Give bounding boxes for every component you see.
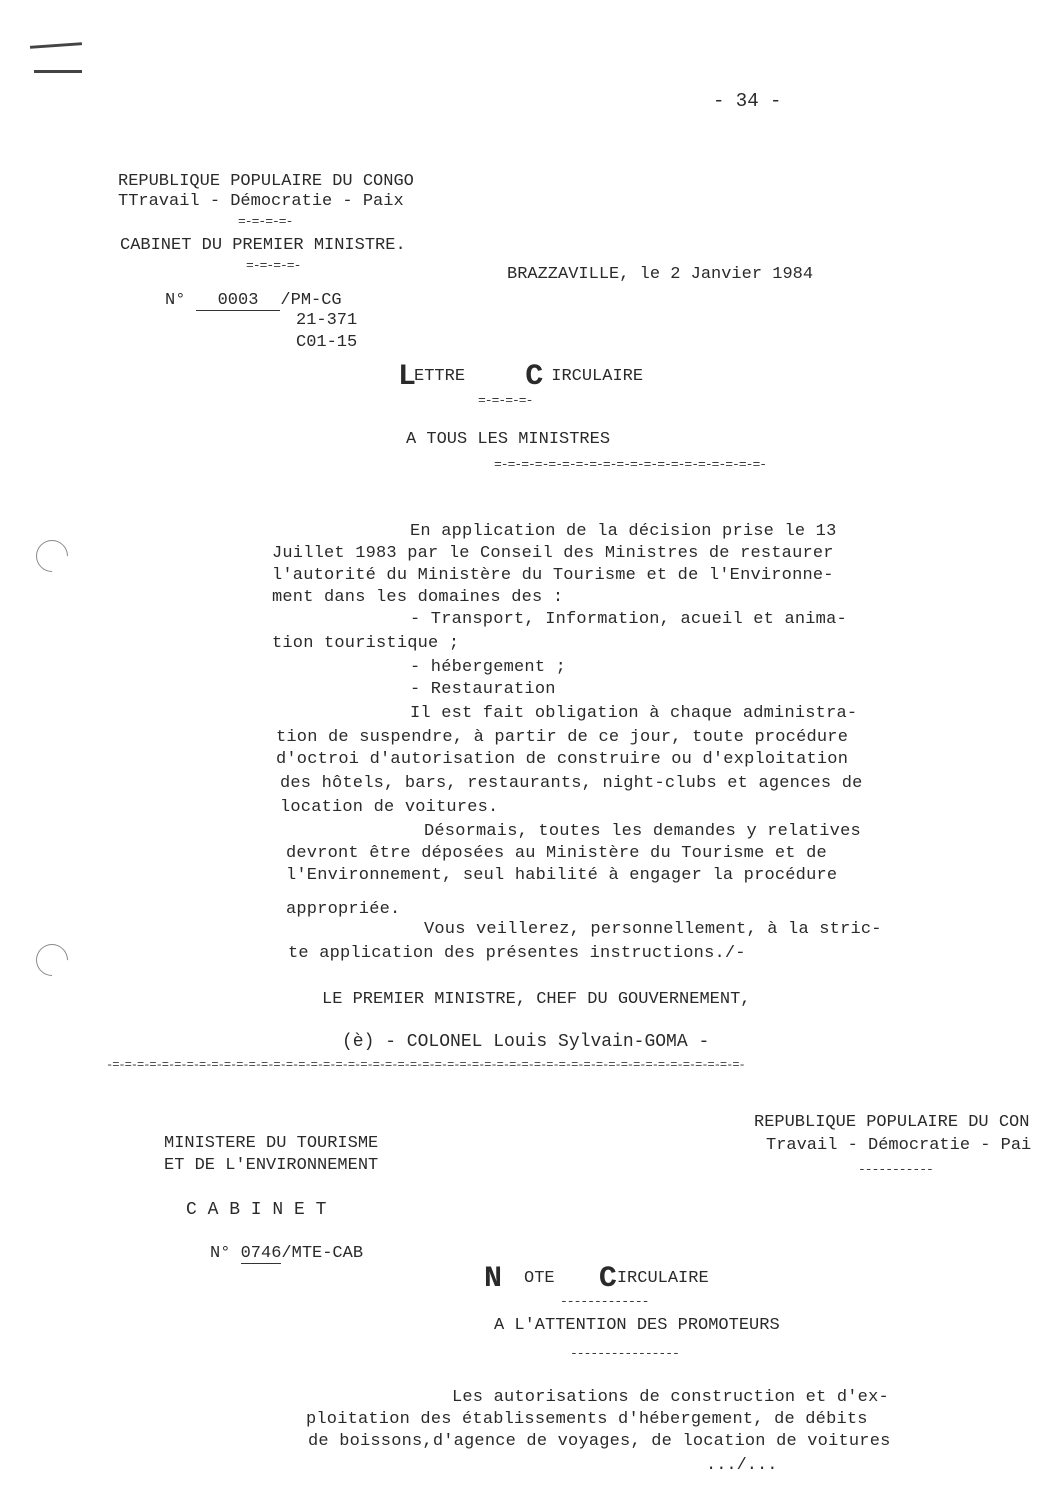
page-number: - 34 - <box>713 90 782 112</box>
cabinet-title: CABINET DU PREMIER MINISTRE. <box>120 236 406 255</box>
cabinet-separator: =-=-=-=- <box>246 258 301 273</box>
title-word-2: IRCULAIRE <box>616 1269 709 1288</box>
motto-2: Travail - Démocratie - Pai <box>766 1136 1032 1155</box>
body-line: Les autorisations de construction et d'ex- <box>452 1388 889 1407</box>
title-initial-l: L <box>398 360 409 394</box>
scan-mark <box>30 42 82 49</box>
continuation-mark: .../... <box>706 1456 778 1475</box>
recipient-separator-2: ---------------- <box>570 1346 679 1361</box>
body-line: Il est fait obligation à chaque administra- <box>410 704 858 723</box>
reference-number: 0003 <box>196 291 281 311</box>
title-word-1: ETTRE <box>414 367 466 386</box>
recipient-separator: =-=-=-=-=-=-=-=-=-=-=-=-=-=-=-=-=-=-=-=- <box>494 457 767 472</box>
reference-prefix: N° <box>210 1244 231 1263</box>
republic-header-2: REPUBLIQUE POPULAIRE DU CON <box>754 1113 1030 1132</box>
recipient: A TOUS LES MINISTRES <box>406 430 611 449</box>
document-title-2 <box>484 1262 709 1296</box>
republic-separator: ----------- <box>858 1162 933 1177</box>
recipient-2: A L'ATTENTION DES PROMOTEURS <box>494 1316 780 1335</box>
ministry-name: MINISTERE DU TOURISME <box>164 1134 379 1153</box>
reference-line-3: C01-15 <box>296 333 358 352</box>
body-line: de boissons,d'agence de voyages, de location de voitures <box>308 1432 891 1451</box>
signature-title: LE PREMIER MINISTRE, CHEF DU GOUVERNEMENT, <box>322 990 751 1009</box>
body-line: ploitation des établissements d'hébergement, de débits <box>306 1410 868 1429</box>
reference-suffix: /MTE-CAB <box>281 1244 364 1263</box>
body-line: - Transport, Information, acueil et anima- <box>410 610 847 629</box>
reference-prefix: N° <box>165 291 186 310</box>
reference-number: 0746 <box>240 1244 282 1263</box>
body-line: location de voitures. <box>280 798 499 817</box>
title-initial-c: C <box>525 360 536 394</box>
header-separator: =-=-=-=- <box>238 214 293 229</box>
place-and-date: BRAZZAVILLE, le 2 Janvier 1984 <box>507 265 814 284</box>
body-line: l'autorité du Ministère du Tourisme et de l'Environne- <box>272 566 834 585</box>
title-initial-c: C <box>598 1262 609 1296</box>
document-separator: -=-=-=-=-=-=-=-=-=-=-=-=-=-=-=-=-=-=-=-=-=-=-=-=-=-=-=-=-=-=-=-=-=-=-=-=-=-=-=-=-=-=-=-=-=-=-=-=-=-=-=- <box>106 1058 745 1072</box>
body-line: d'octroi d'autorisation de construire ou d'exploitation <box>276 750 849 769</box>
body-line: appropriée. <box>286 900 401 919</box>
reference-line <box>165 291 342 311</box>
body-line: tion de suspendre, à partir de ce jour, toute procédure <box>276 728 849 747</box>
body-line: te application des présentes instructions./- <box>288 944 746 963</box>
reference-suffix: /PM-CG <box>280 291 342 310</box>
body-line: devront être déposées au Ministère du Tourisme et de <box>286 844 827 863</box>
reference-line <box>210 1244 363 1264</box>
ministry-name-2: ET DE L'ENVIRONNEMENT <box>164 1156 379 1175</box>
title-separator-2: ------------- <box>560 1294 649 1309</box>
body-line: ment dans les domaines des : <box>272 588 564 607</box>
document-title <box>398 360 643 394</box>
punch-hole <box>29 937 74 982</box>
body-line: Désormais, toutes les demandes y relatives <box>424 822 861 841</box>
body-line: l'Environnement, seul habilité à engager la procédure <box>286 866 838 885</box>
reference-line-2: 21-371 <box>296 311 358 330</box>
body-line: - Restauration <box>410 680 556 699</box>
cabinet-label: C A B I N E T <box>186 1200 327 1220</box>
body-line: Vous veillerez, personnellement, à la stric- <box>424 920 882 939</box>
title-separator: =-=-=-=- <box>478 393 533 408</box>
title-initial-n: N <box>484 1262 495 1296</box>
body-line: En application de la décision prise le 13 <box>410 522 837 541</box>
body-line: des hôtels, bars, restaurants, night-clubs et agences de <box>280 774 863 793</box>
body-line: tion touristique ; <box>272 634 460 653</box>
title-word-2: IRCULAIRE <box>551 367 644 386</box>
title-word-1: OTE <box>524 1269 555 1288</box>
scan-mark <box>34 70 82 73</box>
body-line: - hébergement ; <box>410 658 567 677</box>
motto: TTravail - Démocratie - Paix <box>118 192 404 211</box>
signature-name: (è) - COLONEL Louis Sylvain-GOMA - <box>342 1032 710 1052</box>
body-line: Juillet 1983 par le Conseil des Ministres de restaurer <box>272 544 834 563</box>
republic-header: REPUBLIQUE POPULAIRE DU CONGO <box>118 172 414 191</box>
punch-hole <box>29 533 74 578</box>
